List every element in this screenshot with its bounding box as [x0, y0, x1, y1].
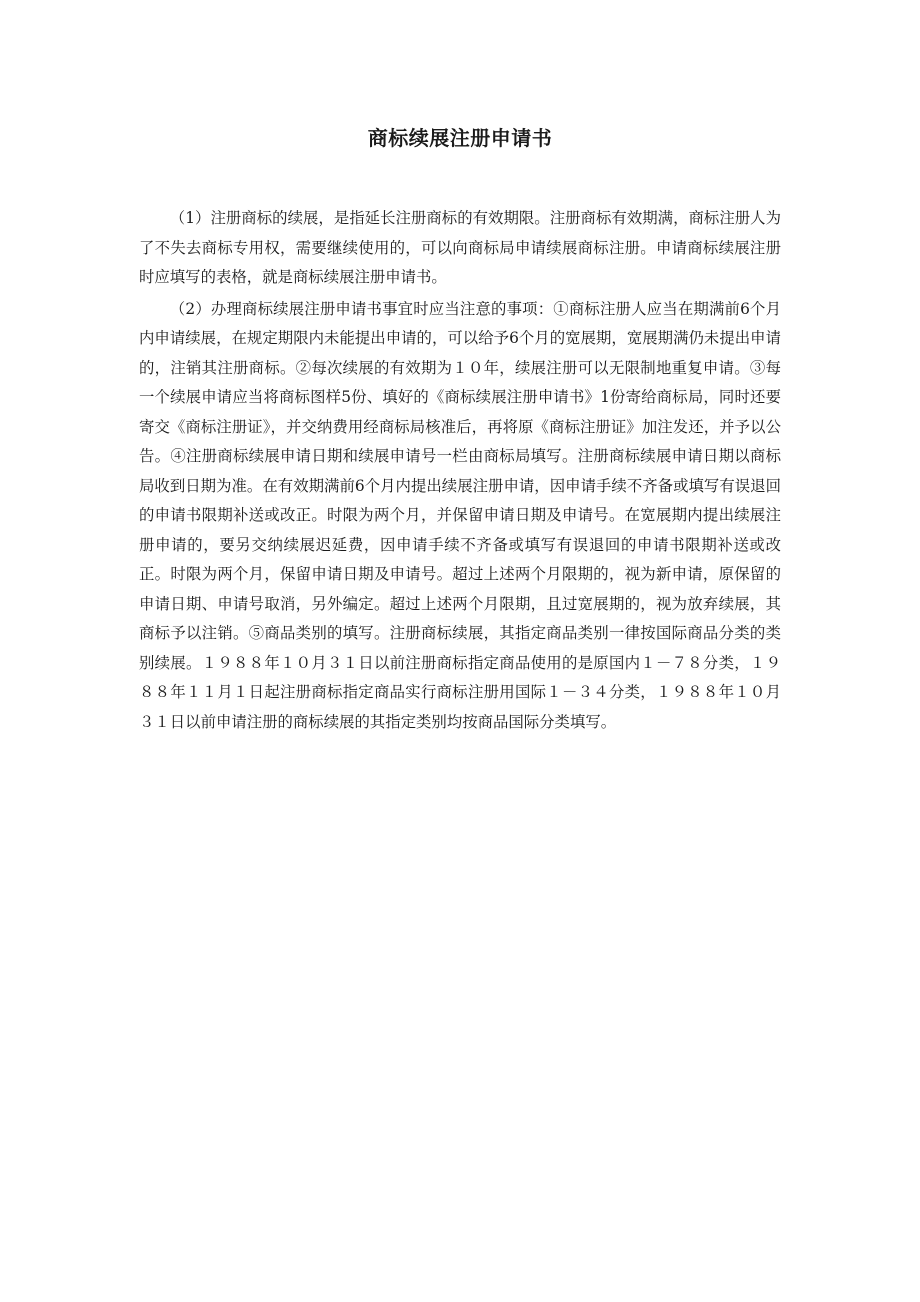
document-title: 商标续展注册申请书 — [367, 126, 553, 150]
paragraph-2: （2）办理商标续展注册申请书事宜时应当注意的事项：①商标注册人应当在期满前6个月内申请续展，在规定期限内未能提出申请的，可以给予6个月的宽展期，宽展期满仍未提出申请的，注销其注册商标。②每次续展的有效期为１０年，续展注册可以无限制地重复申请。③每一个续展申请应当将商标图样5份、填好的《商标续展注册申请书》1份寄给商标局，同时还要寄交《商标注册证》，并交纳费用经商标局核准后，再将原《商标注册证》加注发还，并予以公告。④注册商标续展申请日期和续展申请号一栏由商标局填写。注册商标续展申请日期以商标局收到日期为准。在有效期满前6个月内提出续展注册申请，因申请手续不齐备或填写有误退回的申请书限期补送或改正。时限为两个月，并保留申请日期及申请号。在宽展期内提出续展注册申请的，要另交纳续展迟延费，因申请手续不齐备或填写有误退回的申请书限期补送或改正。时限为两个月，保留申请日期及申请号。超过上述两个月限期的，视为新申请，原保留的申请日期、申请号取消，另外编定。超过上述两个月限期，且过宽展期的，视为放弃续展，其商标予以注销。⑤商品类别的填写。注册商标续展，其指定商品类别一律按国际商品分类的类别续展。１９８８年１０月３１日以前注册商标指定商品使用的是原国内１－７８分类，１９８８年１１月１日起注册商标指定商品实行商标注册用国际１－３４分类，１９８８年１０月３１日以前申请注册的商标续展的其指定类别均按商品国际分类填写。 — [139, 299, 781, 731]
paragraph-1: （1）注册商标的续展，是指延长注册商标的有效期限。注册商标有效期满，商标注册人为了不失去商标专用权，需要继续使用的，可以向商标局申请续展商标注册。申请商标续展注册时应填写的表格，就是商标续展注册申请书。 — [139, 209, 781, 286]
document-body — [139, 204, 781, 739]
